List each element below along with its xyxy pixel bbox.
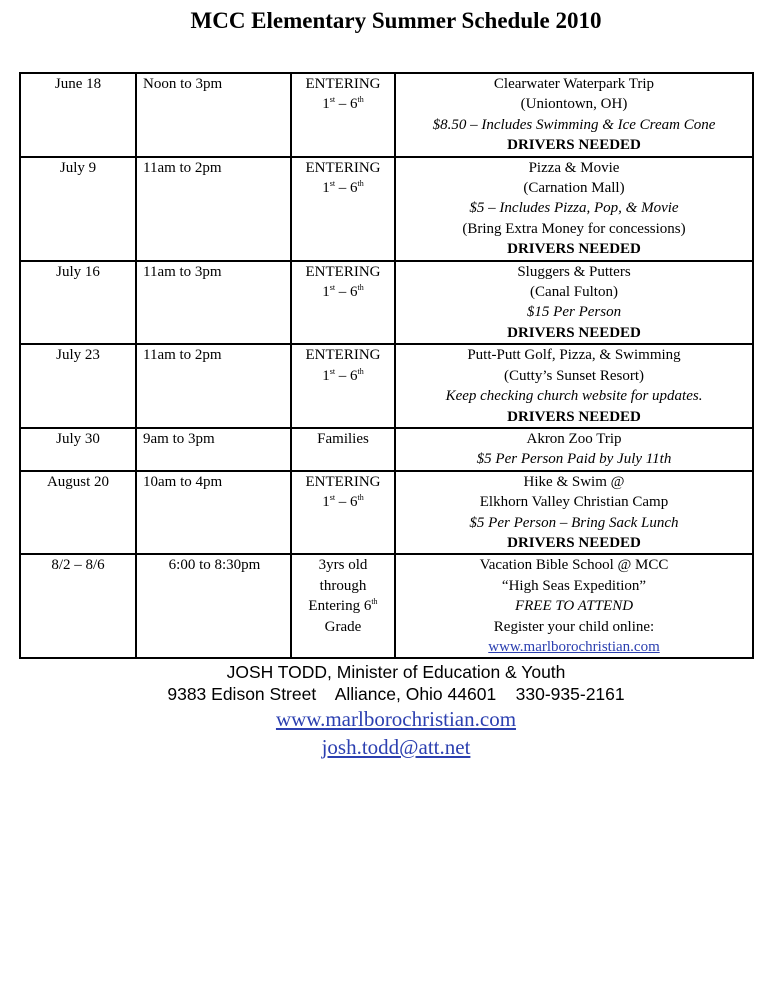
event-cell xyxy=(395,344,753,428)
time-cell: 9am to 3pm xyxy=(136,428,291,471)
footer xyxy=(0,661,768,761)
event-line: Register your child online: xyxy=(493,618,655,635)
superscript: th xyxy=(357,95,364,105)
grade-cell xyxy=(291,428,395,471)
time-cell: 11am to 2pm xyxy=(136,157,291,261)
date-cell: 8/2 – 8/6 xyxy=(20,554,136,658)
table-row xyxy=(20,157,753,261)
email-link[interactable]: josh.todd@att.net xyxy=(321,735,471,759)
superscript: th xyxy=(371,597,378,607)
superscript: th xyxy=(357,366,364,376)
date-cell: June 18 xyxy=(20,73,136,157)
superscript: st xyxy=(329,366,336,376)
grade-line xyxy=(296,158,390,178)
time-cell: Noon to 3pm xyxy=(136,73,291,157)
event-line: “High Seas Expedition” xyxy=(501,577,647,594)
superscript: th xyxy=(357,283,364,293)
event-line: $15 Per Person xyxy=(526,304,622,321)
event-line: Pizza & Movie xyxy=(528,159,620,176)
event-line: DRIVERS NEEDED xyxy=(507,137,641,154)
table-row xyxy=(20,471,753,555)
superscript: st xyxy=(329,179,336,189)
event-line: Akron Zoo Trip xyxy=(526,430,622,447)
date-cell: July 30 xyxy=(20,428,136,471)
event-line: Putt-Putt Golf, Pizza, & Swimming xyxy=(467,347,681,364)
grade-line xyxy=(296,74,390,94)
grade-text: 1 xyxy=(322,367,330,384)
table-row xyxy=(20,554,753,658)
time-cell: 11am to 2pm xyxy=(136,344,291,428)
event-line: $8.50 – Includes Swimming & Ice Cream Cone xyxy=(432,116,716,133)
grade-text: 1 xyxy=(322,180,330,197)
contact-name: JOSH TODD, Minister of Education & Youth xyxy=(226,662,566,682)
event-cell xyxy=(395,157,753,261)
grade-text: ENTERING xyxy=(305,473,381,490)
grade-cell xyxy=(291,554,395,658)
date-cell: July 9 xyxy=(20,157,136,261)
table-row xyxy=(20,73,753,157)
table-row xyxy=(20,344,753,428)
grade-line xyxy=(296,94,390,114)
grade-cell xyxy=(291,344,395,428)
grade-text: 1 xyxy=(322,284,330,301)
event-line: DRIVERS NEEDED xyxy=(507,534,641,551)
event-cell xyxy=(395,73,753,157)
superscript: th xyxy=(357,179,364,189)
schedule-table xyxy=(19,72,754,659)
grade-text: – 6 xyxy=(335,367,358,384)
event-line: (Bring Extra Money for concessions) xyxy=(462,220,686,237)
time-cell: 11am to 3pm xyxy=(136,261,291,345)
grade-text: 3yrs old xyxy=(318,557,368,574)
grade-line xyxy=(296,282,390,302)
grade-line xyxy=(296,576,390,596)
event-line: DRIVERS NEEDED xyxy=(507,324,641,341)
event-line: (Carnation Mall) xyxy=(523,180,625,197)
event-line: Keep checking church website for updates. xyxy=(445,388,703,405)
event-line: DRIVERS NEEDED xyxy=(507,408,641,425)
table-row xyxy=(20,261,753,345)
time-cell: 6:00 to 8:30pm xyxy=(136,554,291,658)
superscript: st xyxy=(329,283,336,293)
grade-cell xyxy=(291,157,395,261)
website-link[interactable]: www.marlborochristian.com xyxy=(275,707,517,731)
date-cell: July 16 xyxy=(20,261,136,345)
grade-cell xyxy=(291,471,395,555)
grade-line xyxy=(296,555,390,575)
grade-text: – 6 xyxy=(335,494,358,511)
event-line: (Cutty’s Sunset Resort) xyxy=(503,367,644,384)
grade-text: Entering 6 xyxy=(308,598,372,615)
event-line: $5 Per Person Paid by July 11th xyxy=(476,451,672,468)
grade-line xyxy=(296,596,390,616)
superscript: st xyxy=(329,493,336,503)
event-line: Clearwater Waterpark Trip xyxy=(493,76,655,92)
event-line: $5 – Includes Pizza, Pop, & Movie xyxy=(469,200,679,217)
event-line: Hike & Swim @ xyxy=(523,473,625,490)
event-line: FREE TO ATTEND xyxy=(514,598,634,615)
page-title: MCC Elementary Summer Schedule 2010 xyxy=(190,8,602,33)
grade-text: – 6 xyxy=(335,284,358,301)
grade-line xyxy=(296,366,390,386)
event-line: Elkhorn Valley Christian Camp xyxy=(479,494,669,511)
grade-text: Families xyxy=(317,430,369,447)
event-line: (Uniontown, OH) xyxy=(520,96,628,113)
event-line: DRIVERS NEEDED xyxy=(507,241,641,258)
grade-text: ENTERING xyxy=(305,76,381,92)
grade-line xyxy=(296,492,390,512)
grade-text: through xyxy=(319,577,367,594)
superscript: th xyxy=(357,493,364,503)
grade-cell xyxy=(291,73,395,157)
contact-address: 9383 Edison Street Alliance, Ohio 44601 330-935-2161 xyxy=(167,684,625,704)
grade-line xyxy=(296,472,390,492)
grade-line xyxy=(296,178,390,198)
event-line: Vacation Bible School @ MCC xyxy=(479,557,669,574)
event-cell xyxy=(395,261,753,345)
grade-text: ENTERING xyxy=(305,347,381,364)
table-row xyxy=(20,428,753,471)
event-cell xyxy=(395,428,753,471)
date-cell: August 20 xyxy=(20,471,136,555)
grade-text: Grade xyxy=(324,618,362,635)
event-line: (Canal Fulton) xyxy=(530,284,618,301)
grade-text: ENTERING xyxy=(305,263,381,280)
grade-text: – 6 xyxy=(335,96,358,113)
event-line: $5 Per Person – Bring Sack Lunch xyxy=(469,514,679,531)
grade-line xyxy=(296,429,390,449)
event-cell xyxy=(395,554,753,658)
grade-line xyxy=(296,617,390,637)
event-line: Sluggers & Putters xyxy=(517,263,631,280)
superscript: st xyxy=(329,95,336,105)
time-cell: 10am to 4pm xyxy=(136,471,291,555)
grade-line xyxy=(296,345,390,365)
grade-text: 1 xyxy=(322,494,330,511)
event-cell xyxy=(395,471,753,555)
grade-cell xyxy=(291,261,395,345)
registration-link[interactable]: www.marlborochristian.com xyxy=(488,638,660,655)
grade-text: 1 xyxy=(322,96,330,113)
grade-text: – 6 xyxy=(335,180,358,197)
grade-text: ENTERING xyxy=(305,159,381,176)
grade-line xyxy=(296,262,390,282)
date-cell: July 23 xyxy=(20,344,136,428)
